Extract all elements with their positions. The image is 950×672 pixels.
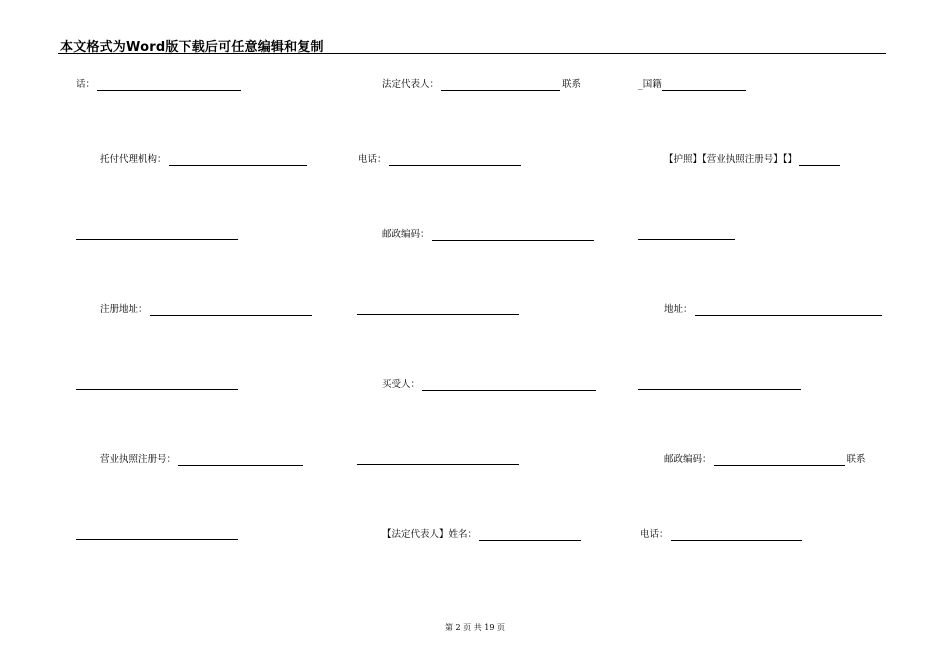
field-label: 法定代表人： xyxy=(382,79,440,90)
blank-line xyxy=(76,529,238,540)
field-label: 买受人： xyxy=(382,379,421,390)
field-suffix: 联系 xyxy=(846,454,866,465)
blank-line xyxy=(695,305,882,316)
field-blank-row3-right xyxy=(638,229,735,240)
field-blank-row5-left xyxy=(76,379,238,390)
field-agent-org xyxy=(100,154,307,166)
blank-line xyxy=(97,80,241,91)
blank-line xyxy=(422,380,596,391)
field-label: 电话： xyxy=(358,154,387,165)
page-header-title: 本文格式为Word版下载后可任意编辑和复制 xyxy=(60,40,324,55)
field-postal-code-row6 xyxy=(664,454,866,466)
page-footer-number: 第 2 页 共 19 页 xyxy=(445,623,505,632)
blank-line xyxy=(799,155,840,166)
field-label: 托付代理机构： xyxy=(100,154,167,165)
field-phone-row1 xyxy=(76,79,241,91)
blank-line xyxy=(432,230,594,241)
blank-line xyxy=(389,155,521,166)
field-blank-row3-left xyxy=(76,229,238,240)
field-blank-row7-left xyxy=(76,529,238,540)
field-business-license-number xyxy=(100,454,303,466)
field-label: 【法定代表人】姓名： xyxy=(382,529,478,540)
blank-line xyxy=(357,304,519,315)
blank-line xyxy=(662,80,746,91)
field-label: 注册地址： xyxy=(100,304,148,315)
blank-line xyxy=(714,455,845,466)
field-label: _国籍 xyxy=(638,79,662,90)
field-buyer xyxy=(382,379,596,391)
field-phone-row7 xyxy=(640,529,802,541)
field-blank-row4-mid xyxy=(357,304,519,315)
field-blank-row5-right xyxy=(638,379,801,390)
field-label: 邮政编码： xyxy=(382,229,430,240)
field-nationality xyxy=(638,79,746,91)
blank-line xyxy=(671,530,802,541)
field-legal-representative xyxy=(382,79,581,91)
blank-line xyxy=(638,229,735,240)
blank-line xyxy=(169,155,307,166)
blank-line xyxy=(479,530,581,541)
field-label: 营业执照注册号： xyxy=(100,454,177,465)
field-legal-rep-name xyxy=(382,529,581,541)
field-id-type xyxy=(664,154,840,166)
field-blank-row6-mid xyxy=(357,454,519,465)
field-phone-row2 xyxy=(358,154,521,166)
blank-line xyxy=(357,454,519,465)
field-registered-address xyxy=(100,304,312,316)
blank-line xyxy=(441,80,560,91)
field-label: 地址： xyxy=(664,304,693,315)
blank-line xyxy=(150,305,312,316)
blank-line xyxy=(76,379,238,390)
field-label: 邮政编码： xyxy=(664,454,712,465)
header-rule xyxy=(58,53,886,54)
blank-line xyxy=(76,229,238,240)
field-postal-code-row3 xyxy=(382,229,594,241)
field-label: 话： xyxy=(76,79,96,90)
field-address xyxy=(664,304,882,316)
field-suffix: 联系 xyxy=(562,79,582,90)
field-label: 电话： xyxy=(640,529,669,540)
field-label: 【护照】【营业执照注册号】【】 xyxy=(664,154,798,165)
blank-line xyxy=(638,379,801,390)
blank-line xyxy=(178,455,303,466)
